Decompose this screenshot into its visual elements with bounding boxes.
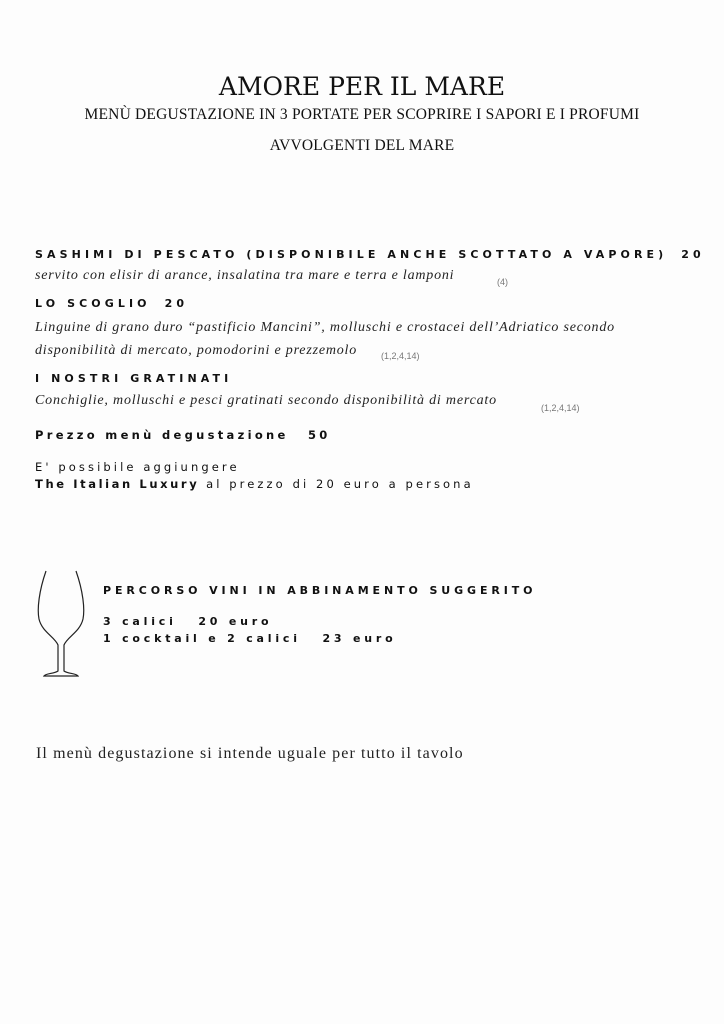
course-price: 20: [681, 248, 705, 261]
course-description-line-2: disponibilità di mercato, pomodorini e prezzemolo: [35, 343, 358, 358]
addon-price-text: al prezzo di 20 euro a persona: [206, 477, 474, 491]
allergen-codes: (4): [497, 277, 508, 287]
course-heading-gratinati: [35, 372, 232, 385]
course-heading-lo-scoglio: [35, 297, 188, 310]
menu-title: AMORE PER IL MARE: [218, 72, 506, 101]
wine-option-row: [103, 632, 396, 645]
wine-option-label: 1 cocktail e 2 calici: [103, 632, 301, 645]
menu-subtitle-line-2: AVVOLGENTI DEL MARE: [269, 137, 455, 154]
allergen-codes: (1,2,4,14): [541, 403, 580, 413]
tasting-menu-price: [35, 428, 331, 442]
tasting-price-value: 50: [307, 428, 331, 442]
tasting-price-label: Prezzo menù degustazione: [35, 428, 289, 442]
wine-option-row: [103, 615, 272, 628]
wine-pairing-title: PERCORSO VINI IN ABBINAMENTO SUGGERITO: [103, 584, 537, 597]
course-name: SASHIMI DI PESCATO (DISPONIBILE ANCHE SCOTTATO A VAPORE): [35, 248, 668, 261]
footer-note: Il menù degustazione si intende uguale per tutto il tavolo: [36, 745, 464, 762]
wine-option-label: 3 calici: [103, 615, 177, 628]
allergen-codes: (1,2,4,14): [381, 351, 420, 361]
wine-option-price: 20 euro: [198, 615, 273, 628]
addon-line-2: [35, 477, 474, 491]
course-description: servito con elisir di arance, insalatina tra mare e terra e lamponi: [35, 268, 455, 283]
addon-product: The Italian Luxury: [35, 477, 200, 491]
course-description-line-1: Linguine di grano duro “pastificio Mancini”, molluschi e crostacei dell’Adriatico secondo: [35, 320, 615, 335]
addon-line-1: E' possibile aggiungere: [35, 460, 240, 474]
menu-subtitle-line-1: MENÙ DEGUSTAZIONE IN 3 PORTATE PER SCOPRIRE I SAPORI E I PROFUMI: [84, 106, 640, 123]
course-description: Conchiglie, molluschi e pesci gratinati secondo disponibilità di mercato: [35, 393, 497, 408]
course-name: I NOSTRI GRATINATI: [35, 372, 233, 385]
wine-glass-icon: [36, 569, 86, 677]
course-price: 20: [164, 297, 189, 310]
wine-option-price: 23 euro: [322, 632, 397, 645]
course-name: LO SCOGLIO: [35, 297, 151, 310]
course-heading-sashimi: [35, 248, 705, 261]
